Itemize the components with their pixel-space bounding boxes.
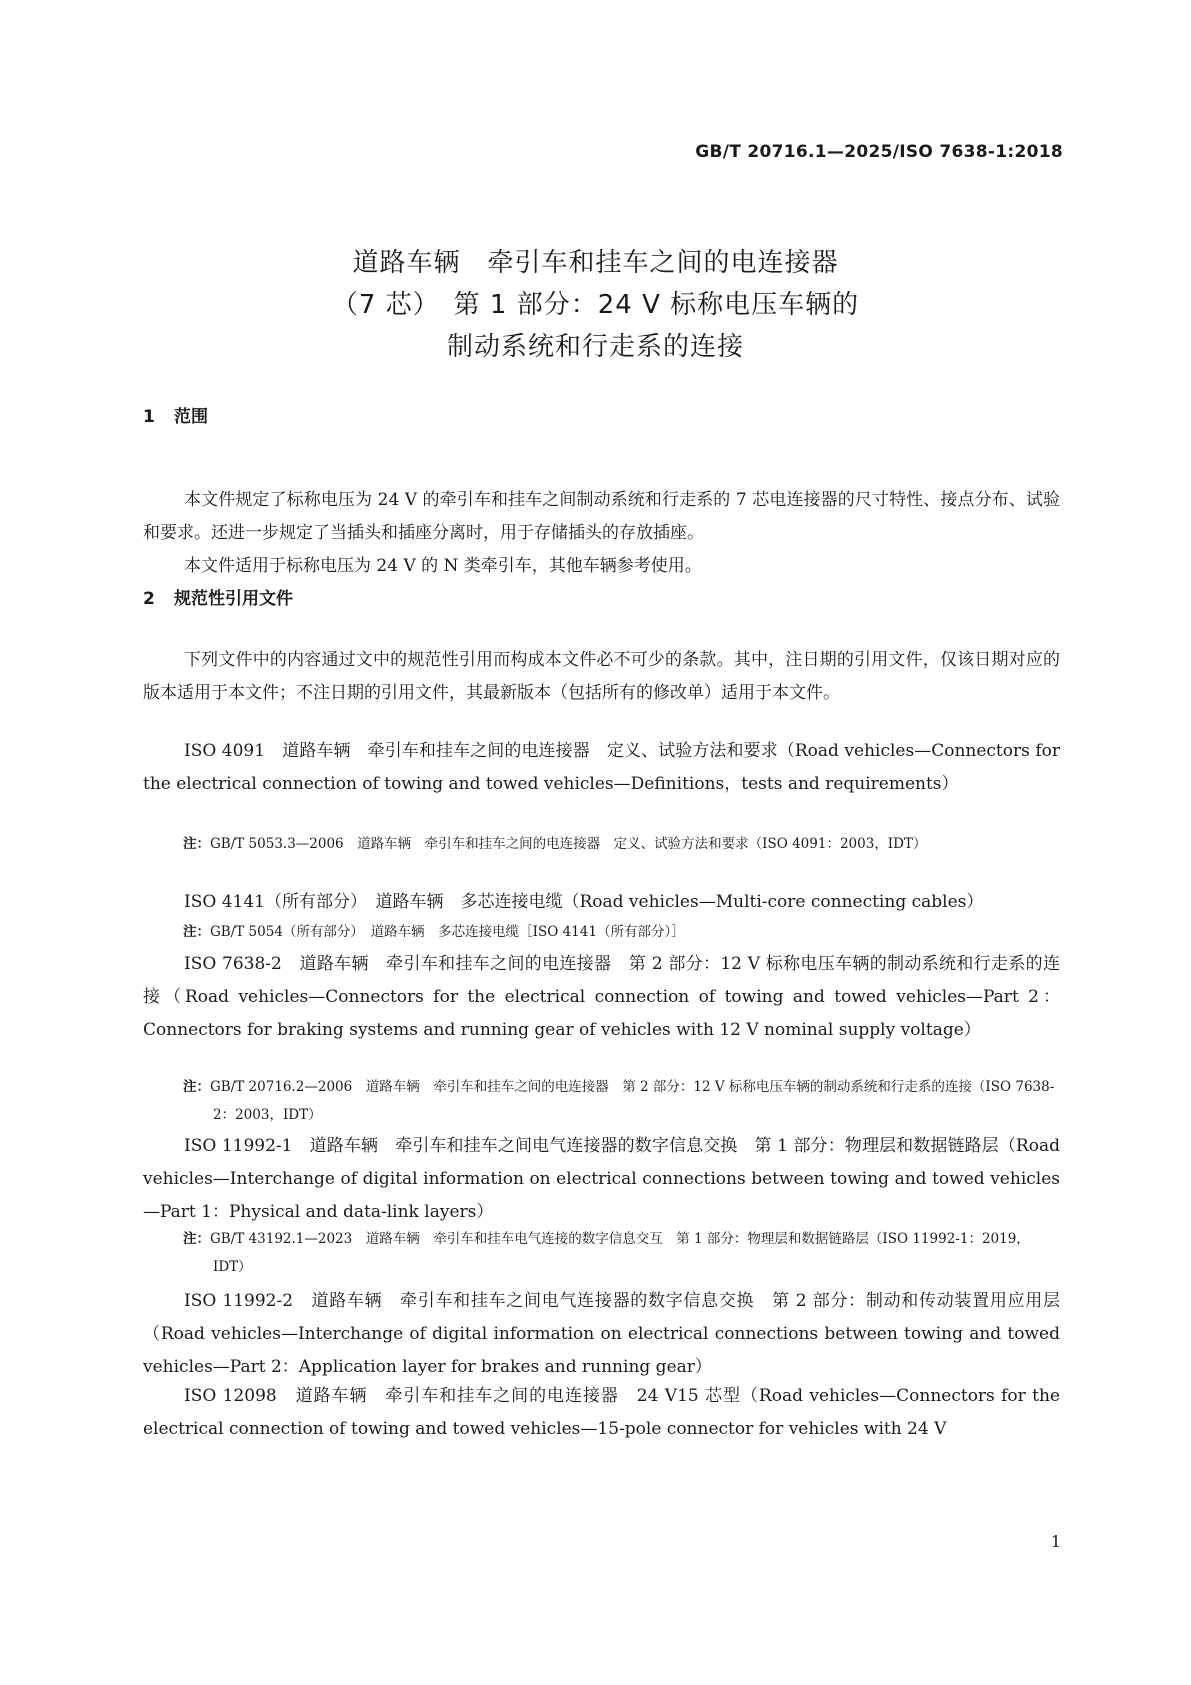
page-number: 1 bbox=[1050, 1532, 1061, 1551]
reference-text: ISO 11992-1 道路车辆 牵引车和挂车之间电气连接器的数字信息交换 第 1 部分：物理层和数据链路层（Road vehicles—Interchange of digital information on electrical connections between towing and towed vehicles—Part 1：Physical and data-link layers） bbox=[143, 1136, 1066, 1222]
reference-text: ISO 4091 道路车辆 牵引车和挂车之间的电连接器 定义、试验方法和要求（Road vehicles—Connectors for the electrical connection of towing and towed vehicles—Definitions，tests and requirements） bbox=[143, 741, 1066, 794]
reference-note bbox=[183, 1225, 1060, 1281]
note-text: GB/T 43192.1—2023 道路车辆 牵引车和挂车电气连接的数字信息交互 第 1 部分：物理层和数据链路层（ISO 11992-1：2019，IDT） bbox=[210, 1231, 1030, 1275]
title-line-2: （7 芯） 第 1 部分：24 V 标称电压车辆的 bbox=[331, 290, 860, 320]
paragraph: 本文件规定了标称电压为 24 V 的牵引车和挂车之间制动系统和行走系的 7 芯电连接器的尺寸特性、接点分布、试验和要求。还进一步规定了当插头和插座分离时，用于存储插头的存放插座。 bbox=[143, 490, 1060, 543]
section-number: 2 bbox=[143, 589, 155, 609]
reference-item bbox=[143, 1285, 1066, 1384]
note-label: 注： bbox=[183, 836, 210, 852]
reference-note bbox=[183, 918, 1060, 946]
reference-text: ISO 12098 道路车辆 牵引车和挂车之间的电连接器 24 V15 芯型（Road vehicles—Connectors for the electrical connection of towing and towed vehicles—15-pole connector for vehicles with 24 V bbox=[143, 1386, 1066, 1439]
reference-note bbox=[183, 1073, 1060, 1129]
title-line-1: 道路车辆 牵引车和挂车之间的电连接器 bbox=[352, 248, 839, 278]
note-label: 注： bbox=[183, 1231, 210, 1247]
reference-text: ISO 11992-2 道路车辆 牵引车和挂车之间电气连接器的数字信息交换 第 2 部分：制动和传动装置用应用层（Road vehicles—Interchange of digital information on electrical connections between towing and towed vehicles—Part 2：Application layer for brakes and running gear） bbox=[143, 1291, 1066, 1377]
reference-text: ISO 7638-2 道路车辆 牵引车和挂车之间的电连接器 第 2 部分：12 V 标称电压车辆的制动系统和行走系的连接（Road vehicles—Connectors for the electrical connection of towing and towed vehicles—Part 2：Connectors for braking systems and running gear of vehicles with 12 V nominal supply voltage） bbox=[143, 954, 1060, 1040]
reference-item bbox=[143, 1130, 1066, 1229]
reference-text: ISO 4141（所有部分） 道路车辆 多芯连接电缆（Road vehicles—Multi-core connecting cables） bbox=[184, 892, 984, 912]
paragraph: 下列文件中的内容通过文中的规范性引用而构成本文件必不可少的条款。其中，注日期的引用文件，仅该日期对应的版本适用于本文件；不注日期的引用文件，其最新版本（包括所有的修改单）适用于本文件。 bbox=[143, 650, 1060, 703]
reference-note bbox=[183, 830, 1060, 858]
document-title bbox=[0, 242, 1191, 368]
standard-number: GB/T 20716.1—2025/ISO 7638-1:2018 bbox=[695, 142, 1063, 162]
reference-item bbox=[143, 948, 1060, 1047]
section-2-heading bbox=[143, 584, 293, 609]
note-text: GB/T 5053.3—2006 道路车辆 牵引车和挂车之间的电连接器 定义、试验方法和要求（ISO 4091：2003，IDT） bbox=[210, 836, 927, 852]
section-title: 规范性引用文件 bbox=[174, 589, 293, 609]
section-1-body bbox=[143, 484, 1060, 583]
note-label: 注： bbox=[183, 1079, 210, 1095]
note-label: 注： bbox=[183, 924, 210, 940]
section-number: 1 bbox=[143, 407, 155, 427]
reference-item bbox=[143, 886, 1060, 919]
paragraph: 本文件适用于标称电压为 24 V 的 N 类牵引车，其他车辆参考使用。 bbox=[184, 556, 702, 576]
section-title: 范围 bbox=[174, 407, 208, 427]
reference-item bbox=[143, 735, 1066, 801]
section-1-heading bbox=[143, 402, 208, 427]
note-text: GB/T 20716.2—2006 道路车辆 牵引车和挂车之间的电连接器 第 2 部分：12 V 标称电压车辆的制动系统和行走系的连接（ISO 7638-2：2003，IDT） bbox=[210, 1079, 1055, 1123]
note-text: GB/T 5054（所有部分） 道路车辆 多芯连接电缆［ISO 4141（所有部分）］ bbox=[210, 924, 685, 940]
reference-item bbox=[143, 1380, 1066, 1446]
title-line-3: 制动系统和行走系的连接 bbox=[446, 332, 744, 362]
section-2-intro bbox=[143, 644, 1060, 710]
